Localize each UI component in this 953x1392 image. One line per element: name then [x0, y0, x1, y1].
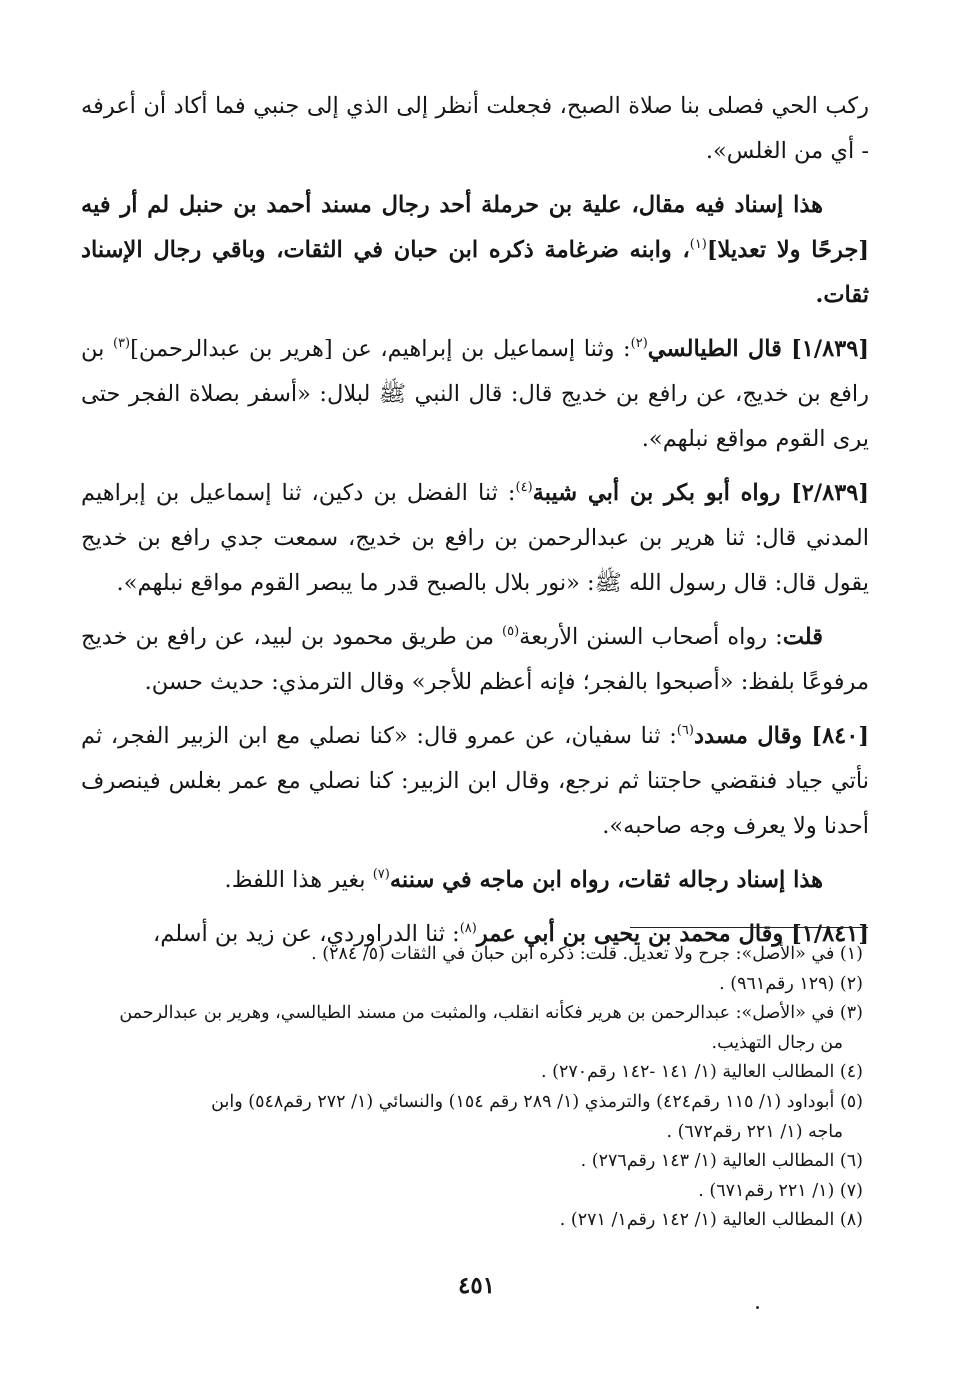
footnote-5 [93, 1088, 863, 1147]
paragraph-6 [81, 714, 869, 849]
paragraph-5-text-b: من طريق محمود بن لبيد، عن رافع بن خديج مرفوعًا بلفظ: «أصبحوا بالفجر؛ فإنه أعظم للأجر» وقال الترمذي: حديث حسن. [81, 624, 869, 695]
paragraph-7 [81, 858, 869, 903]
paragraph-6-heading: [٨٤٠] وقال مسدد [693, 723, 870, 749]
paragraph-6-text: : ثنا سفيان، عن عمرو قال: «كنا نصلي مع ابن الزبير الفجر، ثم نأتي جياد فنقضي حاجتنا ثم نرجع، وقال ابن الزبير: كنا نصلي مع عمر بغلس فينصرف أحدنا ولا يعرف وجه صاحبه». [81, 723, 869, 839]
footnote-5-line-1: (٥) أبوداود (١/ ١١٥ رقم٤٢٤) والترمذي (١/ ٢٨٩ رقم ١٥٤) والنسائي (١/ ٢٧٢ رقم٥٤٨) وابن [211, 1091, 863, 1112]
footnote-8: (٨) المطالب العالية (١/ ١٤٢ رقم١/ ٢٧١) . [559, 1210, 863, 1231]
paragraph-3 [81, 327, 869, 462]
paragraph-8-heading: [١/٨٤١] وقال محمد بن يحيى بن أبي عمر [476, 921, 869, 947]
paragraph-7-text-b: بغير هذا اللفظ. [224, 867, 373, 893]
footnote-6: (٦) المطالب العالية (١/ ١٤٣ رقم٢٧٦) . [580, 1151, 863, 1172]
paragraph-4-text: : ثنا الفضل بن دكين، ثنا إسماعيل بن إبراهيم المدني قال: ثنا هرير بن عبدالرحمن بن رافع بن خديج، سمعت جدي رافع بن خديج يقول قال: قال رسول الله ﷺ: «نور بلال بالصبح قدر ما يبصر القوم مواقع نبلهم». [81, 480, 869, 596]
scan-speck [756, 1306, 759, 1309]
footnote-ref-6[interactable]: (٦) [676, 722, 694, 738]
paragraph-3-text-b: بن رافع بن خديج، عن رافع بن خديج قال: قال النبي ﷺ لبلال: «أسفر بصلاة الفجر حتى يرى القوم مواقع نبلهم». [81, 336, 869, 452]
paragraph-2-text-b: ، وابنه ضرغامة ذكره ابن حبان في الثقات، وباقي رجال الإسناد ثقات. [81, 237, 869, 308]
page-number: ٤٥١ [457, 1272, 496, 1299]
footnote-2: (٢) (١٢٩ رقم٩٦١) . [719, 973, 863, 994]
paragraph-2-text-a: هذا إسناد فيه مقال، علية بن حرملة أحد رجال مسند أحمد بن حنبل لم أر فيه [جرحًا ولا تعديلا] [81, 192, 869, 263]
footnote-3-line-1: (٣) في «الأصل»: عبدالرحمن بن هرير فكأنه انقلب، والمثبت من مسند الطيالسي، وهرير بن عبدالرحمن [119, 1003, 863, 1024]
footnote-7: (٧) (١/ ٢٢١ رقم٦٧١) . [698, 1180, 863, 1201]
paragraph-4 [81, 471, 869, 606]
paragraph-2 [81, 183, 869, 318]
footnote-1: (١) في «الأصل»: جرح ولا تعديل. قلت: ذكره ابن حبان في الثقات (٥/ ٢٨٤) . [311, 944, 863, 964]
paragraph-7-text-a: هذا إسناد رجاله ثقات، رواه ابن ماجه في سننه [389, 867, 823, 893]
footnote-3 [93, 999, 863, 1058]
paragraph-8-text: : ثنا الدراوردي، عن زيد بن أسلم، [152, 921, 460, 947]
footnote-4: (٤) المطالب العالية (١/ ١٤١ -١٤٢ رقم٢٧٠) . [540, 1062, 863, 1083]
paragraph-5 [81, 615, 869, 705]
paragraph-5-text-a: : رواه أصحاب السنن الأربعة [519, 624, 783, 650]
footnote-3-line-2: من رجال التهذيب. [711, 1032, 843, 1053]
paragraph-1-text: ركب الحي فصلى بنا صلاة الصبح، فجعلت أنظر إلى الذي إلى جنبي فما أكاد أن أعرفه - أي من الغلس». [81, 93, 869, 164]
paragraph-3-heading: [١/٨٣٩] قال الطيالسي [647, 336, 869, 362]
footnote-ref-7[interactable]: (٧) [372, 866, 390, 882]
footnote-ref-8[interactable]: (٨) [459, 920, 477, 936]
footnote-5-line-2: ماجه (١/ ٢٢١ رقم٦٧٢) . [666, 1121, 843, 1142]
paragraph-3-text-a: : وثنا إسماعيل بن إبراهيم، عن [هرير بن عبدالرحمن] [130, 336, 631, 362]
footnote-ref-4[interactable]: (٤) [515, 479, 533, 495]
footnote-ref-3[interactable]: (٣) [112, 335, 131, 351]
main-text [81, 84, 869, 957]
footnote-ref-5[interactable]: (٥) [502, 623, 520, 639]
footnotes [93, 940, 863, 1236]
paragraph-1 [81, 84, 869, 174]
footnote-ref-1[interactable]: (١) [689, 236, 707, 252]
paragraph-5-heading: قلت [782, 624, 823, 650]
paragraph-4-heading: [٢/٨٣٩] رواه أبو بكر بن أبي شيبة [532, 480, 870, 506]
footnote-ref-2[interactable]: (٢) [630, 335, 648, 351]
footnote-separator [630, 927, 868, 928]
